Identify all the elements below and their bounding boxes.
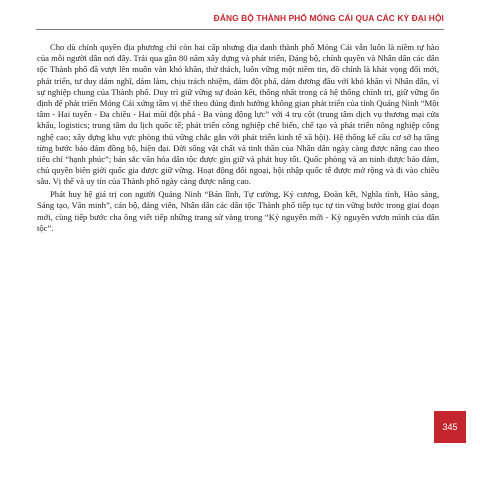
header-rule: [36, 29, 444, 30]
body-text: [37, 42, 439, 235]
paragraph-1: Cho dù chính quyền địa phương chỉ còn hai cấp nhưng địa danh thành phố Móng Cái vẫn luôn là niềm tự hào của mỗi người dân nơi đây. Trải qua gần 80 năm xây dựng và phát triển, Đảng bộ, chính quyền và Nhân dân các dân tộc Thành phố đã vượt lên muôn vàn khó khăn, thử thách, luôn vững một niềm tin, đồ chính là khát vọng đổi mới, phát triển, tư duy dám nghĩ, dám làm, chịu trách nhiệm, dám đột phá, dám đương đầu với khó khăn vì Nhân dân, vì sự nghiệp chung của Thành phố. Duy trì giữ vững sự đoàn kết, thống nhất trong cả hệ thống chính trị, giữ vững ổn định để phát triển Móng Cái xứng tầm vị thế theo đúng định hướng không gian phát triển của tỉnh Quảng Ninh “Một tâm - Hai tuyến - Đa chiều - Hai mũi đột phá - Ba vùng động lực” với 4 trụ cột (trung tâm dịch vụ thương mại cửa khẩu, logistics; trung tâm du lịch quốc tế; phát triển công nghiệp chế biến, chế tạo và phát triển nông nghiệp công nghệ cao; xây dựng khu vực phòng thủ vững chắc gắn với phát triển kinh tế xã hội). Hệ thống kế cấu cơ sở hạ tầng từng bước bảo đảm đồng bộ, hiện đại. Đời sống vật chất và tinh thần của Nhân dân ngày càng được nâng cao theo tiêu chí “hạnh phúc”; bản sắc văn hóa dân tộc được gìn giữ và phát huy tốt. Quốc phòng và an ninh được bảo đảm, chủ quyền biên giới quốc gia được giữ vững. Hoạt động đối ngoại, hội nhập quốc tế được mở rộng và đi vào chiều sâu. Vị thế và uy tín của Thành phố ngày càng được nâng cao.: [37, 42, 439, 187]
page-number: 345: [442, 422, 458, 432]
paragraph-2: Phát huy hệ giá trị con người Quảng Ninh “Bản lĩnh, Tự cường, Kỷ cương, Đoàn kết, Nghĩa tình, Hào sảng, Sáng tạo, Văn minh”, cán bộ, đảng viên, Nhân dân các dân tộc Thành phố tiếp tục tự tin vững bước trong giai đoạn mới, cùng tiếp bước cha ông viết tiếp những trang sử vàng trong “Kỷ nguyên mới - Kỷ nguyên vươn mình của dân tộc”.: [37, 189, 439, 233]
page-number-box: [434, 411, 466, 443]
running-header-title: ĐẢNG BỘ THÀNH PHỐ MÓNG CÁI QUA CÁC KỲ ĐẠI HỘI: [213, 13, 444, 23]
